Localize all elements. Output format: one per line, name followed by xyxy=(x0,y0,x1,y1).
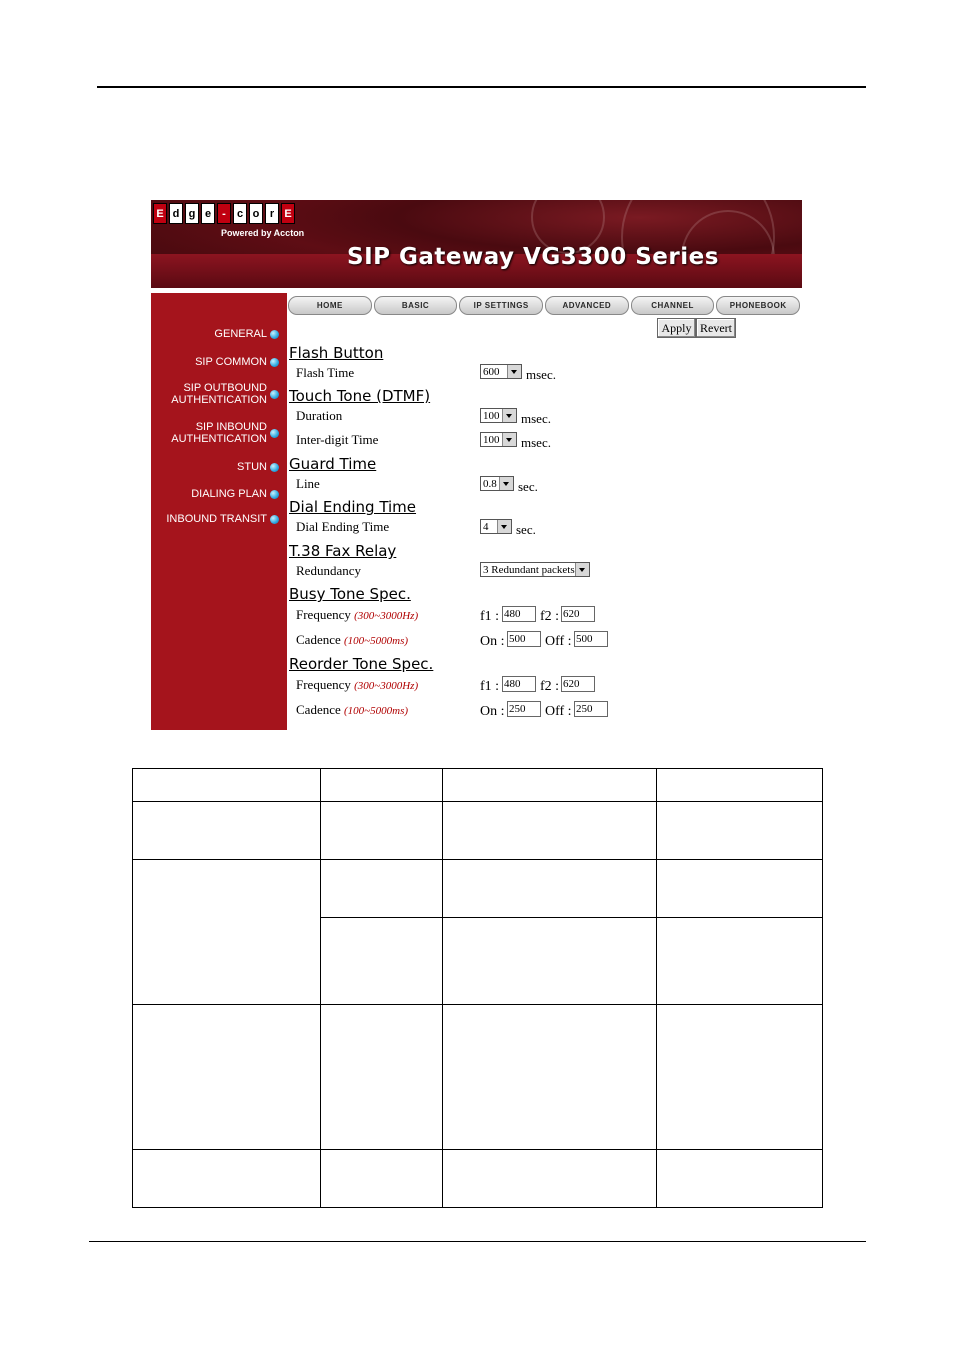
f2-label: f2 : xyxy=(540,679,560,694)
busy-off-input[interactable]: 500 xyxy=(574,631,608,647)
interdigit-label: Inter-digit Time xyxy=(296,432,379,447)
busy-f1-input[interactable]: 480 xyxy=(502,606,536,622)
table-cell xyxy=(443,1005,657,1150)
on-label: On : xyxy=(480,634,505,649)
flash-time-label: Flash Time xyxy=(296,365,355,380)
bullet-icon xyxy=(270,515,279,524)
sidebar xyxy=(151,293,287,730)
banner xyxy=(151,200,802,288)
flash-time-select[interactable]: 600 xyxy=(480,364,522,379)
cadence-label: Cadence (100~5000ms) xyxy=(296,632,409,647)
table-cell xyxy=(443,802,657,860)
redundancy-label: Redundancy xyxy=(296,563,361,578)
sidebar-item-inbound-transit[interactable]: INBOUND TRANSIT xyxy=(166,513,279,525)
chevron-down-icon xyxy=(507,365,521,378)
chevron-down-icon xyxy=(502,409,516,422)
table-cell xyxy=(133,860,321,1005)
table-cell xyxy=(443,1150,657,1208)
tab-advanced[interactable]: ADVANCED xyxy=(545,296,629,315)
tab-home[interactable]: HOME xyxy=(288,296,372,315)
edgecore-logo: E d g e - c o r E xyxy=(153,203,295,224)
table-header-row xyxy=(133,769,823,802)
bullet-icon xyxy=(270,390,279,399)
reorder-off-input[interactable]: 250 xyxy=(574,701,608,717)
tab-phonebook[interactable]: PHONEBOOK xyxy=(716,296,800,315)
section-reorder-tone: Reorder Tone Spec. xyxy=(289,655,434,673)
footer-rule xyxy=(89,1241,866,1242)
table-cell xyxy=(443,769,657,802)
gateway-screenshot xyxy=(151,200,802,730)
tab-channel[interactable]: CHANNEL xyxy=(631,296,715,315)
table-cell xyxy=(443,860,657,918)
table-cell xyxy=(321,769,443,802)
section-busy-tone: Busy Tone Spec. xyxy=(289,585,411,603)
unit-label: msec. xyxy=(521,411,551,426)
powered-by: Powered by Accton xyxy=(221,228,305,238)
section-guard-time: Guard Time xyxy=(289,455,377,473)
header-rule xyxy=(97,86,866,88)
frequency-label: Frequency (300~3000Hz) xyxy=(296,607,419,622)
duration-select[interactable]: 100 xyxy=(480,408,517,423)
interdigit-select[interactable]: 100 xyxy=(480,432,517,447)
sidebar-item-sip-outbound[interactable]: SIP OUTBOUND AUTHENTICATION xyxy=(155,382,279,406)
table-cell xyxy=(321,918,443,1005)
chevron-down-icon xyxy=(575,563,589,576)
reorder-f1-input[interactable]: 480 xyxy=(502,676,536,692)
table-row xyxy=(133,860,823,918)
section-dtmf: Touch Tone (DTMF) xyxy=(289,387,431,405)
tab-ip-settings[interactable]: IP SETTINGS xyxy=(459,296,543,315)
cadence-label: Cadence (100~5000ms) xyxy=(296,702,409,717)
range-hint: (100~5000ms) xyxy=(344,705,409,717)
table-cell xyxy=(321,1005,443,1150)
unit-label: sec. xyxy=(518,479,538,494)
bullet-icon xyxy=(270,463,279,472)
bullet-icon xyxy=(270,429,279,438)
duration-label: Duration xyxy=(296,408,343,423)
f1-label: f1 : xyxy=(480,609,500,624)
range-hint: (300~3000Hz) xyxy=(354,610,419,622)
table-cell xyxy=(657,802,823,860)
apply-button[interactable]: Apply xyxy=(657,318,696,338)
dial-ending-label: Dial Ending Time xyxy=(296,519,390,534)
parameter-table xyxy=(132,768,823,1208)
bullet-icon xyxy=(270,358,279,367)
redundancy-select[interactable]: 3 Redundant packets xyxy=(480,562,590,577)
off-label: Off : xyxy=(545,634,572,649)
table-cell xyxy=(133,769,321,802)
line-label: Line xyxy=(296,476,320,491)
f1-label: f1 : xyxy=(480,679,500,694)
revert-button[interactable]: Revert xyxy=(696,318,736,338)
unit-label: msec. xyxy=(521,435,551,450)
dial-ending-select[interactable]: 4 xyxy=(480,519,512,534)
section-dial-ending: Dial Ending Time xyxy=(289,498,417,516)
section-flash-button: Flash Button xyxy=(289,344,384,362)
bullet-icon xyxy=(270,490,279,499)
table-row xyxy=(133,802,823,860)
table-cell xyxy=(657,1005,823,1150)
range-hint: (300~3000Hz) xyxy=(354,680,419,692)
busy-f2-input[interactable]: 620 xyxy=(561,606,595,622)
sidebar-item-sip-common[interactable]: SIP COMMON xyxy=(195,356,279,368)
table-cell xyxy=(657,860,823,918)
table-cell xyxy=(133,802,321,860)
nav-tabs xyxy=(288,296,802,315)
off-label: Off : xyxy=(545,704,572,719)
reorder-f2-input[interactable]: 620 xyxy=(561,676,595,692)
table-cell xyxy=(321,860,443,918)
busy-on-input[interactable]: 500 xyxy=(507,631,541,647)
table-cell xyxy=(657,1150,823,1208)
table-cell xyxy=(321,802,443,860)
reorder-on-input[interactable]: 250 xyxy=(507,701,541,717)
f2-label: f2 : xyxy=(540,609,560,624)
table-cell xyxy=(657,918,823,1005)
bullet-icon xyxy=(270,330,279,339)
range-hint: (100~5000ms) xyxy=(344,635,409,647)
table-cell xyxy=(321,1150,443,1208)
chevron-down-icon xyxy=(499,477,513,490)
guard-line-select[interactable]: 0.8 xyxy=(480,476,514,491)
table-cell xyxy=(657,769,823,802)
table-cell xyxy=(443,918,657,1005)
chevron-down-icon xyxy=(502,433,516,446)
tab-basic[interactable]: BASIC xyxy=(374,296,458,315)
table-row xyxy=(133,1005,823,1150)
on-label: On : xyxy=(480,704,505,719)
chevron-down-icon xyxy=(497,520,511,533)
sidebar-item-general[interactable]: GENERAL xyxy=(214,328,279,340)
unit-label: sec. xyxy=(516,522,536,537)
sidebar-item-dialing-plan[interactable]: DIALING PLAN xyxy=(191,488,279,500)
frequency-label: Frequency (300~3000Hz) xyxy=(296,677,419,692)
table-cell xyxy=(133,1150,321,1208)
table-cell xyxy=(133,1005,321,1150)
sidebar-item-sip-inbound[interactable]: SIP INBOUND AUTHENTICATION xyxy=(155,421,279,445)
section-t38: T.38 Fax Relay xyxy=(289,542,397,560)
sidebar-item-stun[interactable]: STUN xyxy=(237,461,279,473)
app-title: SIP Gateway VG3300 Series xyxy=(347,244,719,270)
unit-label: msec. xyxy=(526,367,556,382)
table-row xyxy=(133,1150,823,1208)
